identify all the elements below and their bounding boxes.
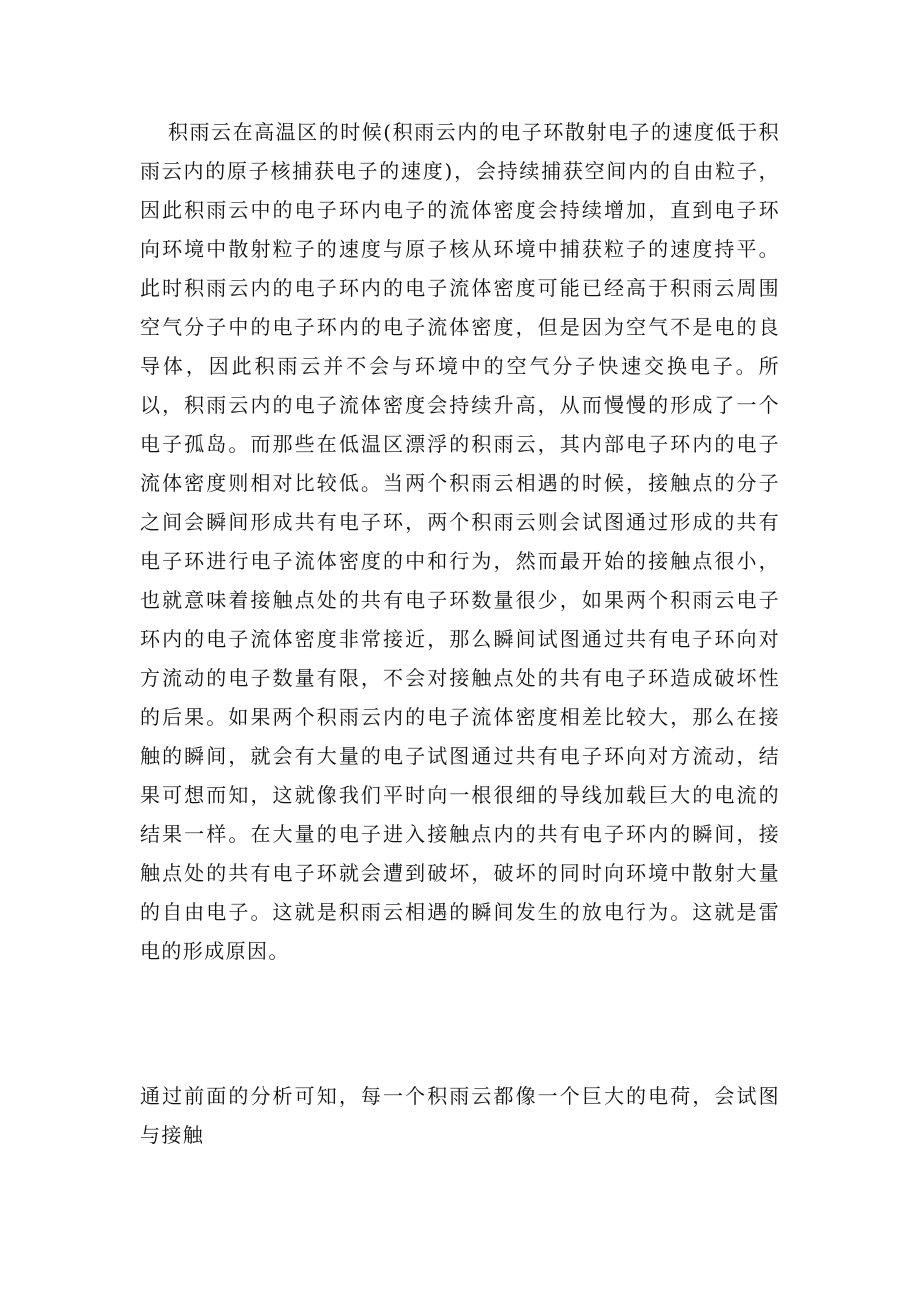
body-paragraph-1: 积雨云在高温区的时候(积雨云内的电子环散射电子的速度低于积雨云内的原子核捕获电子的速度)，会持续捕获空间内的自由粒子，因此积雨云中的电子环内电子的流体密度会持续增加，直到电子环向环境中散射粒子的速度与原子核从环境中捕获粒子的速度持平。此时积雨云内的电子环内的电子流体密度可能已经高于积雨云周围空气分子中的电子环内的电子流体密度，但是因为空气不是电的良导体，因此积雨云并不会与环境中的空气分子快速交换电子。所以，积雨云内的电子流体密度会持续升高，从而慢慢的形成了一个电子孤岛。而那些在低温区漂浮的积雨云，其内部电子环内的电子流体密度则相对比较低。当两个积雨云相遇的时候，接触点的分子之间会瞬间形成共有电子环，两个积雨云则会试图通过形成的共有电子环进行电子流体密度的中和行为，然而最开始的接触点很小，也就意味着接触点处的共有电子环数量很少，如果两个积雨云电子环内的电子流体密度非常接近，那么瞬间试图通过共有电子环向对方流动的电子数量有限，不会对接触点处的共有电子环造成破坏性的后果。如果两个积雨云内的电子流体密度相差比较大，那么在接触的瞬间，就会有大量的电子试图通过共有电子环向对方流动，结果可想而知，这就像我们平时向一根很细的导线加载巨大的电流的结果一样。在大量的电子进入接触点内的共有电子环内的瞬间，接触点处的共有电子环就会遭到破坏，破坏的同时向环境中散射大量的自由电子。这就是积雨云相遇的瞬间发生的放电行为。这就是雷电的形成原因。	[140, 120, 780, 963]
body-paragraph-2: 通过前面的分析可知，每一个积雨云都像一个巨大的电荷，会试图与接触	[140, 1084, 780, 1147]
